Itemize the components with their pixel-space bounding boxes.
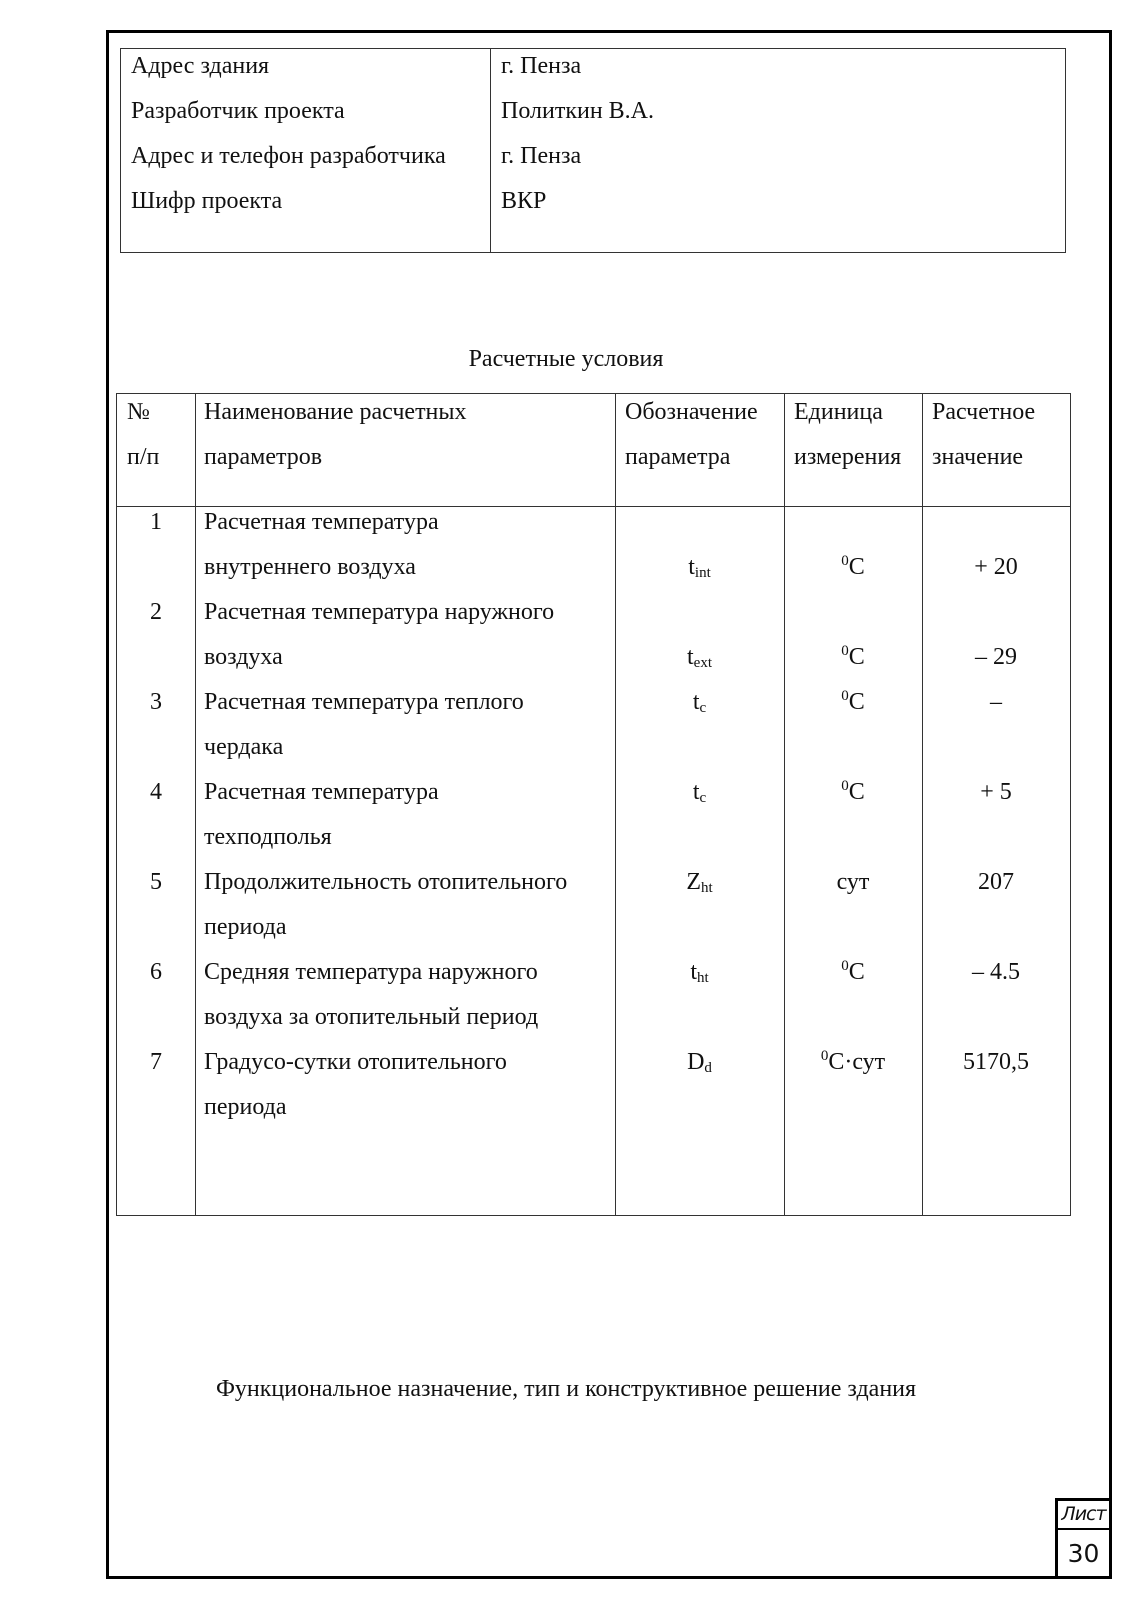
row-value: + 5 xyxy=(980,779,1012,805)
row-num: 3 xyxy=(150,689,162,715)
col-divider xyxy=(195,394,196,1215)
row-symbol: $t_{ext}$ xyxy=(687,644,712,671)
row-num: 5 xyxy=(150,869,162,895)
row-unit: $^0$C xyxy=(841,643,865,670)
header-unit: Единица xyxy=(794,399,883,425)
row-name: воздуха за отопительный период xyxy=(204,1004,539,1030)
row-name: техподполья xyxy=(204,824,332,850)
row-num: 7 xyxy=(150,1049,162,1075)
row-num: 6 xyxy=(150,959,162,985)
header-symbol: Обозначение xyxy=(625,399,758,425)
row-symbol: $t_{int}$ xyxy=(688,554,711,581)
header-unit: измерения xyxy=(794,444,902,470)
row-value: – 4.5 xyxy=(972,959,1020,985)
row-symbol: $Z_{ht}$ xyxy=(686,869,713,896)
sheet-number: 30 xyxy=(1067,1539,1100,1568)
row-name: Расчетная температура xyxy=(204,779,439,805)
header-name: параметров xyxy=(204,444,323,470)
sheet-label: Лист xyxy=(1058,1501,1109,1530)
info-key: Адрес здания xyxy=(131,53,270,79)
row-name: воздуха xyxy=(204,644,283,670)
header-value: Расчетное xyxy=(932,399,1036,425)
row-unit: сут xyxy=(836,869,870,895)
conditions-title: Расчетные условия xyxy=(468,346,664,372)
row-name: периода xyxy=(204,1094,287,1120)
row-name: Расчетная температура теплого xyxy=(204,689,524,715)
info-key: Разработчик проекта xyxy=(131,98,345,124)
row-num: 2 xyxy=(150,599,162,625)
row-symbol: $t_{ht}$ xyxy=(690,959,709,986)
row-value: 5170,5 xyxy=(963,1049,1029,1075)
section-title: Функциональное назначение, тип и конструктивное решение здания xyxy=(215,1376,917,1402)
row-name: Продолжительность отопительного xyxy=(204,869,568,895)
header-num: п/п xyxy=(127,444,160,470)
row-name: Градусо-сутки отопительного xyxy=(204,1049,507,1075)
info-value: г. Пенза xyxy=(501,53,582,79)
header-value: значение xyxy=(932,444,1024,470)
row-unit: $^0$C xyxy=(841,688,865,715)
row-name: внутреннего воздуха xyxy=(204,554,416,580)
row-unit: $^0$C xyxy=(841,958,865,985)
header-name: Наименование расчетных xyxy=(204,399,467,425)
info-value: Политкин В.А. xyxy=(501,98,655,124)
row-name: Средняя температура наружного xyxy=(204,959,538,985)
info-key: Шифр проекта xyxy=(131,188,283,214)
row-num: 1 xyxy=(150,509,162,535)
row-value: 207 xyxy=(978,869,1014,895)
project-info-table xyxy=(120,48,1066,253)
row-symbol: $D_d$ xyxy=(687,1049,712,1076)
sheet-stamp xyxy=(1055,1498,1109,1577)
row-symbol: $t_c$ xyxy=(692,689,707,716)
row-symbol: $t_c$ xyxy=(692,779,707,806)
header-symbol: параметра xyxy=(625,444,731,470)
row-value: – xyxy=(990,689,1002,715)
row-unit: $^0$C xyxy=(841,778,865,805)
row-num: 4 xyxy=(150,779,162,805)
row-name: периода xyxy=(204,914,287,940)
row-value: – 29 xyxy=(975,644,1017,670)
conditions-table xyxy=(116,393,1071,1216)
row-unit: $^0$C xyxy=(841,553,865,580)
row-name: чердака xyxy=(204,734,284,760)
info-divider xyxy=(490,49,491,252)
header-num: № xyxy=(127,399,150,425)
row-name: Расчетная температура xyxy=(204,509,439,535)
info-value: ВКР xyxy=(501,188,547,214)
row-value: + 20 xyxy=(974,554,1018,580)
info-key: Адрес и телефон разработчика xyxy=(131,143,446,169)
info-value: г. Пенза xyxy=(501,143,582,169)
row-unit: $^0$C·сут xyxy=(820,1048,886,1075)
row-name: Расчетная температура наружного xyxy=(204,599,555,625)
